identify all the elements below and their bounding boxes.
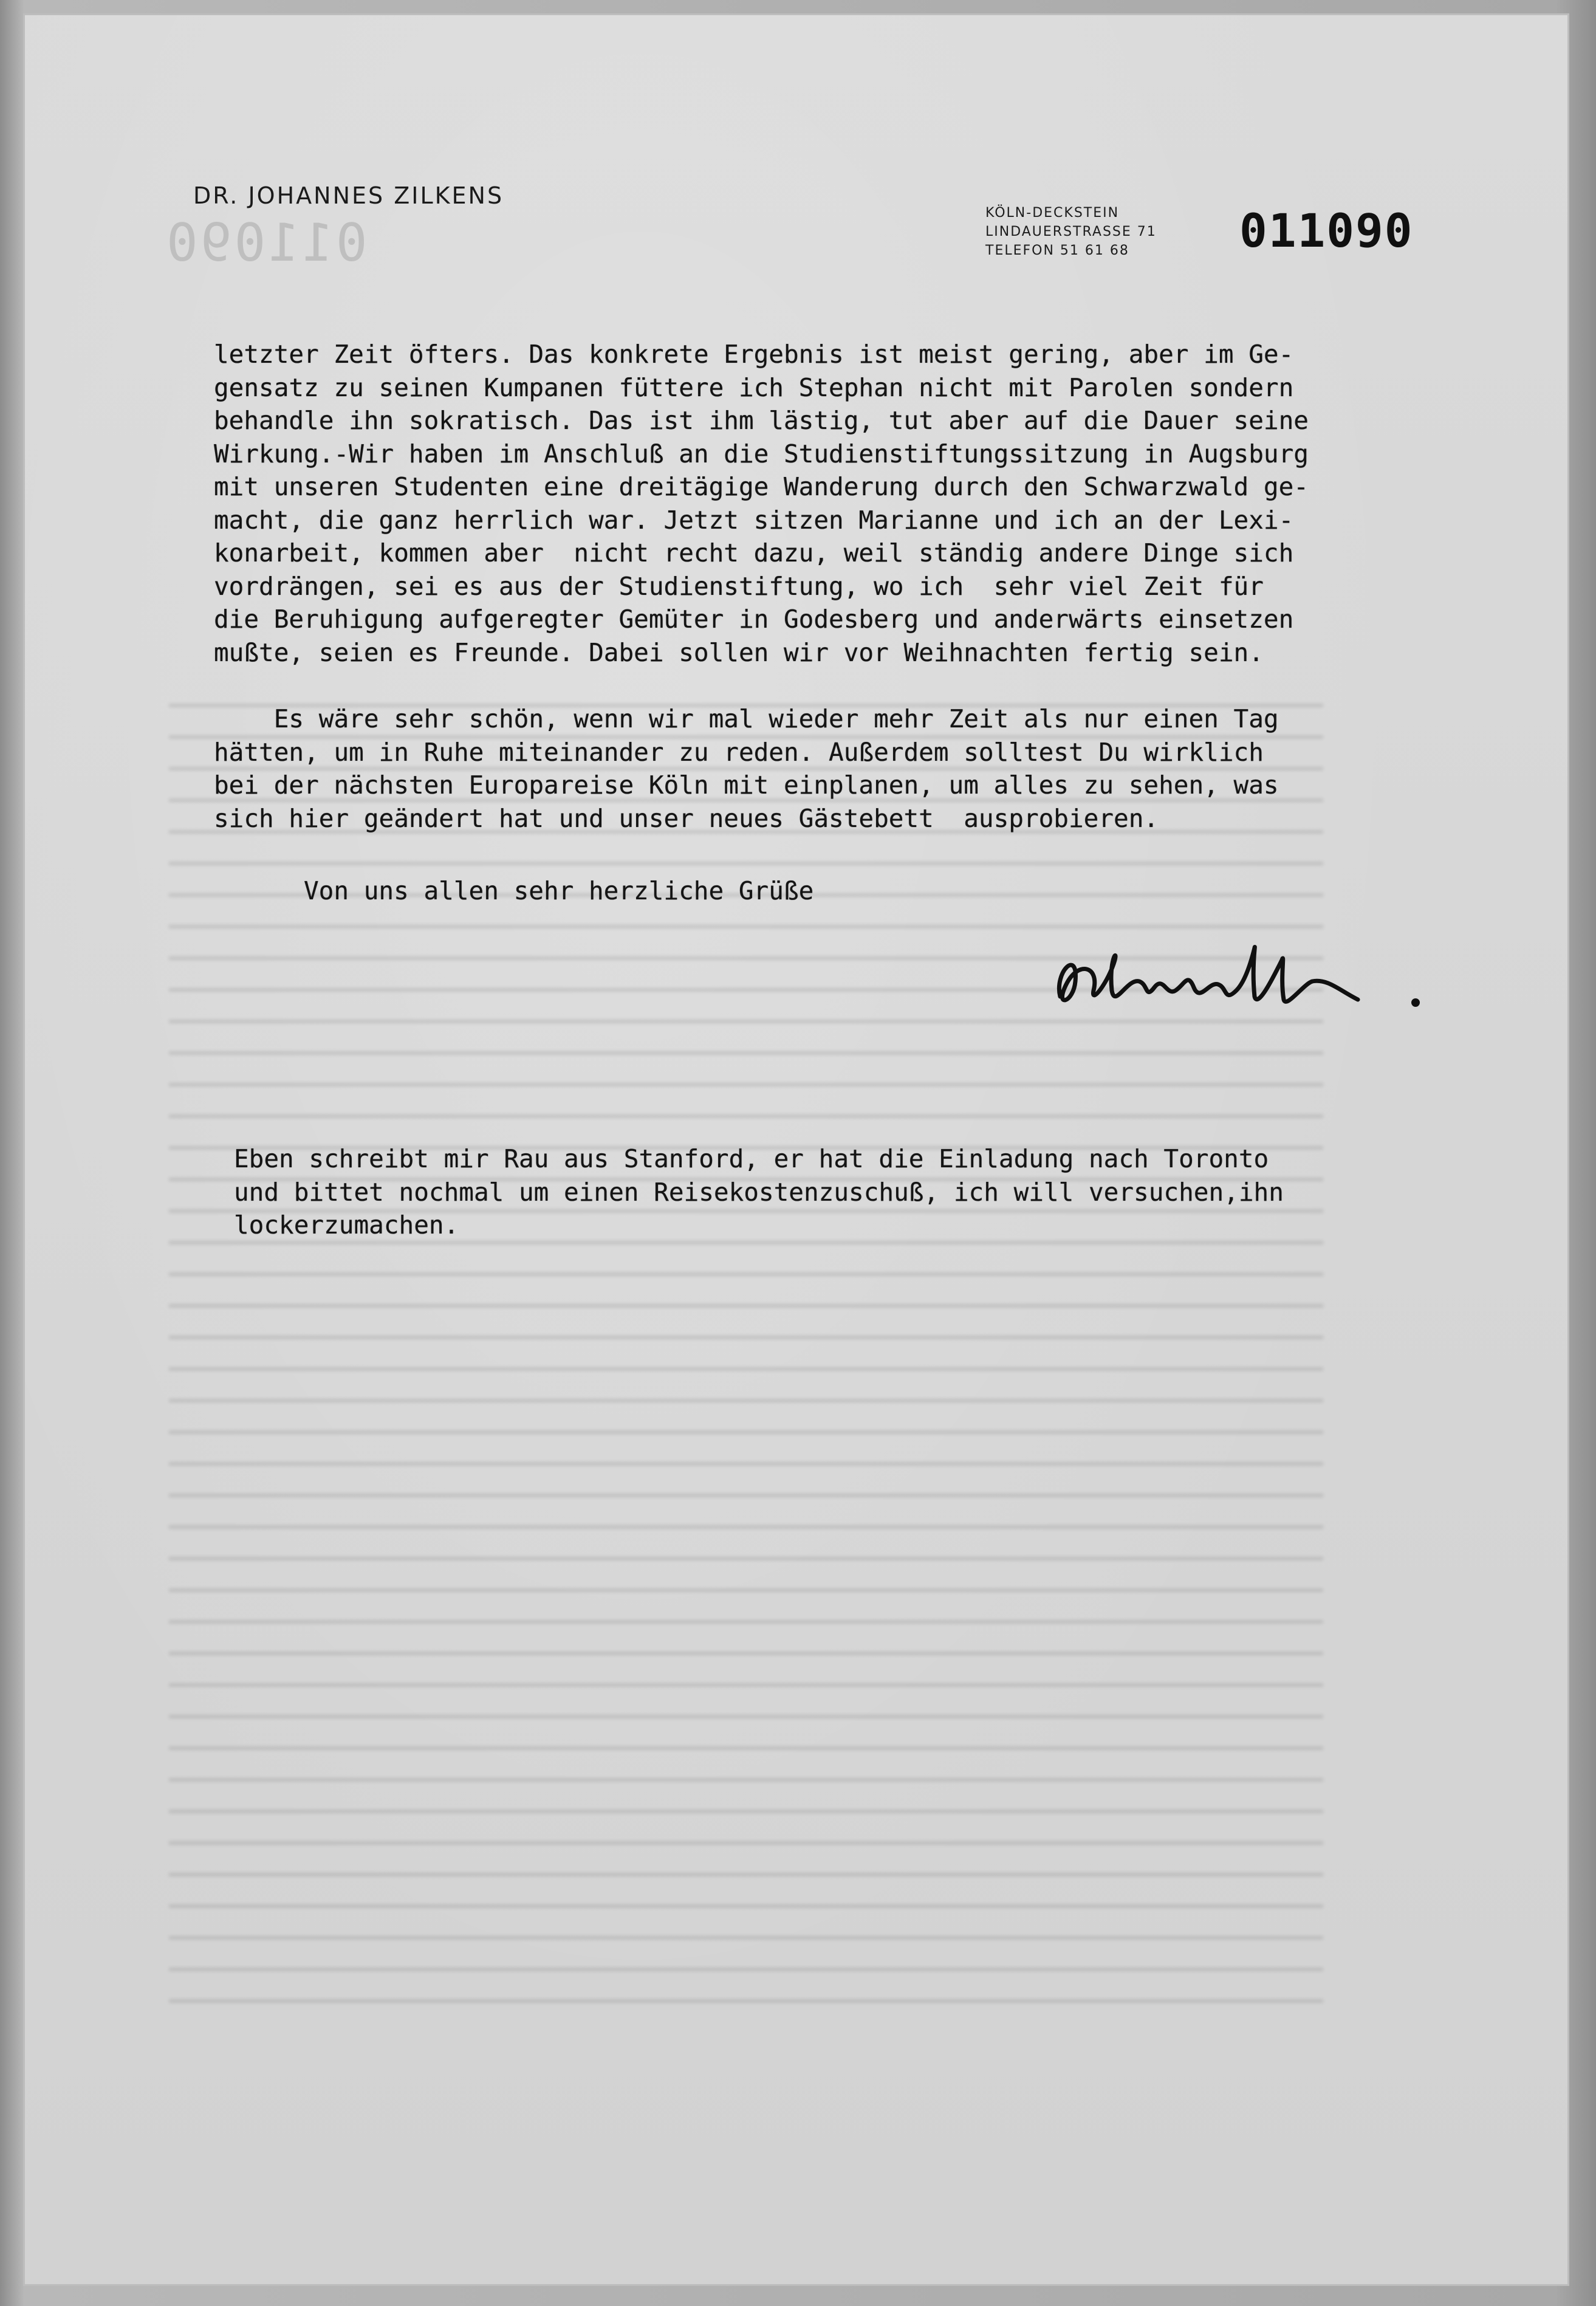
text-line: und bittet nochmal um einen Reisekostenzuschuß, ich will versuchen,ihn [234, 1177, 1284, 1207]
text-line: konarbeit, kommen aber nicht recht dazu, weil ständig andere Dinge sich [214, 538, 1294, 568]
text-line: vordrängen, sei es aus der Studienstiftung, wo ich sehr viel Zeit für [214, 571, 1264, 601]
document-number-stamp: 011090 [1239, 204, 1414, 258]
text-line: mit unseren Studenten eine dreitägige Wanderung durch den Schwarzwald ge- [214, 472, 1309, 501]
address-line: TELEFON 51 61 68 [985, 243, 1129, 258]
text-line: lockerzumachen. [234, 1210, 459, 1240]
text-line: mußte, seien es Freunde. Dabei sollen wir vor Weihnachten fertig sein. [214, 637, 1264, 667]
handwritten-signature [1042, 924, 1443, 1033]
postscript [234, 1142, 1570, 1242]
mirrored-stamp-bleed: 011090 [164, 213, 368, 273]
address-line: LINDAUERSTRASSE 71 [985, 224, 1157, 239]
text-line: hätten, um in Ruhe miteinander zu reden. Außerdem solltest Du wirklich [214, 737, 1264, 767]
closing-greeting: Von uns allen sehr herzliche Grüße [304, 876, 814, 905]
letterhead-name: DR. JOHANNES ZILKENS [193, 182, 504, 209]
letter-body [214, 338, 1550, 835]
text-line: Wirkung.-Wir haben im Anschluß an die Studienstiftungssitzung in Augsburg [214, 439, 1309, 468]
text-line: macht, die ganz herrlich war. Jetzt sitzen Marianne und ich an der Lexi- [214, 505, 1294, 535]
paragraph-1 [214, 338, 1550, 669]
text-line: behandle ihn sokratisch. Das ist ihm lästig, tut aber auf die Dauer seine [214, 406, 1309, 435]
text-line: Es wäre sehr schön, wenn wir mal wieder mehr Zeit als nur einen Tag [214, 704, 1279, 733]
paragraph-2 [214, 702, 1550, 835]
text-line: bei der nächsten Europareise Köln mit einplanen, um alles zu sehen, was [214, 770, 1279, 800]
text-line: letzter Zeit öfters. Das konkrete Ergebnis ist meist gering, aber im Ge- [214, 340, 1294, 369]
letterhead-address [985, 204, 1157, 260]
text-line: gensatz zu seinen Kumpanen füttere ich Stephan nicht mit Parolen sondern [214, 372, 1294, 402]
address-line: KÖLN-DECKSTEIN [985, 205, 1120, 221]
text-line: Eben schreibt mir Rau aus Stanford, er hat die Einladung nach Toronto [234, 1144, 1269, 1173]
text-line: die Beruhigung aufgeregter Gemüter in Godesberg und anderwärts einsetzen [214, 605, 1294, 634]
text-line: sich hier geändert hat und unser neues Gästebett ausprobieren. [214, 803, 1159, 833]
